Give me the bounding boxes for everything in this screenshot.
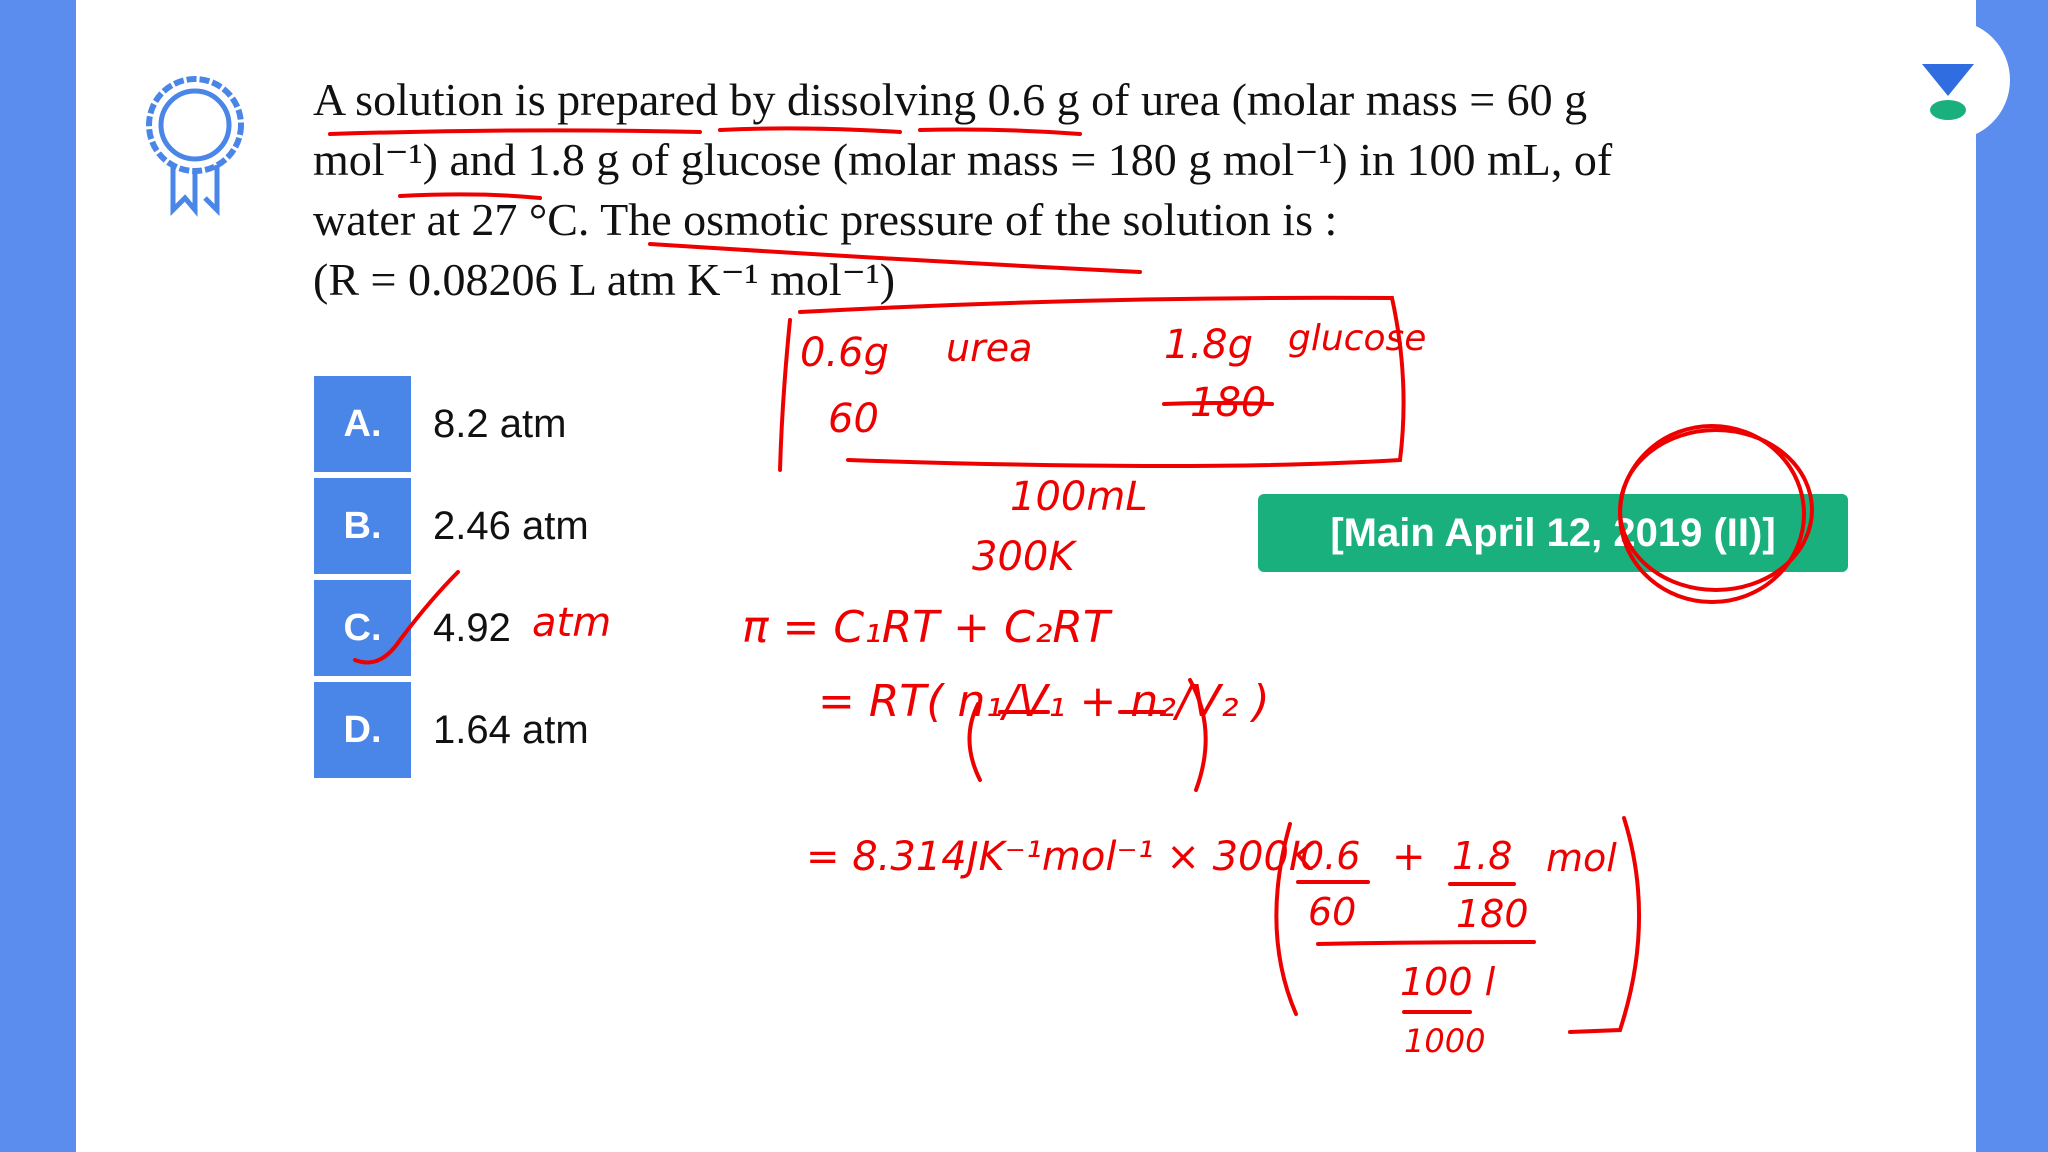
note-glucose-molar: 180 (1190, 380, 1267, 426)
right-sidebar-bar (1976, 0, 2048, 1152)
option-d-text: 1.64 atm (433, 707, 589, 752)
note-urea-amount: 0.6g (800, 330, 890, 376)
option-b-text: 2.46 atm (433, 503, 589, 548)
equation-num-1: 0.6 (1300, 834, 1361, 878)
equation-num-2: 1.8 (1452, 834, 1513, 878)
equation-den-2: 180 (1456, 892, 1529, 936)
option-d[interactable] (314, 682, 874, 778)
note-temperature: 300K (972, 534, 1075, 580)
equation-line-2: = RT( n₁/V₁ + n₂/V₂ ) (818, 676, 1270, 727)
note-urea-molar: 60 (828, 396, 879, 442)
option-c-text: 4.92 (433, 605, 511, 650)
note-urea-label: urea (946, 326, 1033, 370)
unacademy-logo-icon (1918, 56, 1978, 126)
note-option-c-unit: atm (532, 600, 612, 646)
question-text (313, 70, 1793, 310)
equation-line-1: π = C₁RT + C₂RT (742, 602, 1110, 653)
award-ribbon-icon (140, 70, 250, 220)
question-line: water at 27 °C. The osmotic pressure of the solution is : (313, 194, 1338, 245)
question-line: A solution is prepared by dissolving 0.6 g of urea (molar mass = 60 g (313, 74, 1588, 125)
option-b-letter: B. (314, 478, 411, 574)
option-a[interactable] (314, 376, 874, 472)
equation-den-1: 60 (1308, 890, 1357, 934)
question-line: (R = 0.08206 L atm K⁻¹ mol⁻¹) (313, 254, 896, 305)
left-sidebar-bar (0, 0, 76, 1152)
note-volume: 100mL (1010, 474, 1148, 520)
equation-volume-num: 100 l (1400, 960, 1496, 1004)
equation-plus: + (1392, 834, 1426, 880)
option-a-text: 8.2 atm (433, 401, 567, 446)
exam-tag: [Main April 12, 2019 (II)] (1258, 494, 1848, 572)
option-c-letter: C. (314, 580, 411, 676)
option-d-letter: D. (314, 682, 411, 778)
option-b[interactable] (314, 478, 874, 574)
equation-line-3: = 8.314JK⁻¹mol⁻¹ × 300K (806, 834, 1316, 880)
equation-unit: mol (1546, 836, 1617, 880)
note-glucose-amount: 1.8g (1164, 322, 1254, 368)
option-a-letter: A. (314, 376, 411, 472)
question-line: mol⁻¹) and 1.8 g of glucose (molar mass = 180 g mol⁻¹) in 100 mL, of (313, 134, 1613, 185)
note-glucose-label: glucose (1288, 318, 1427, 359)
equation-volume-den: 1000 (1404, 1022, 1486, 1060)
